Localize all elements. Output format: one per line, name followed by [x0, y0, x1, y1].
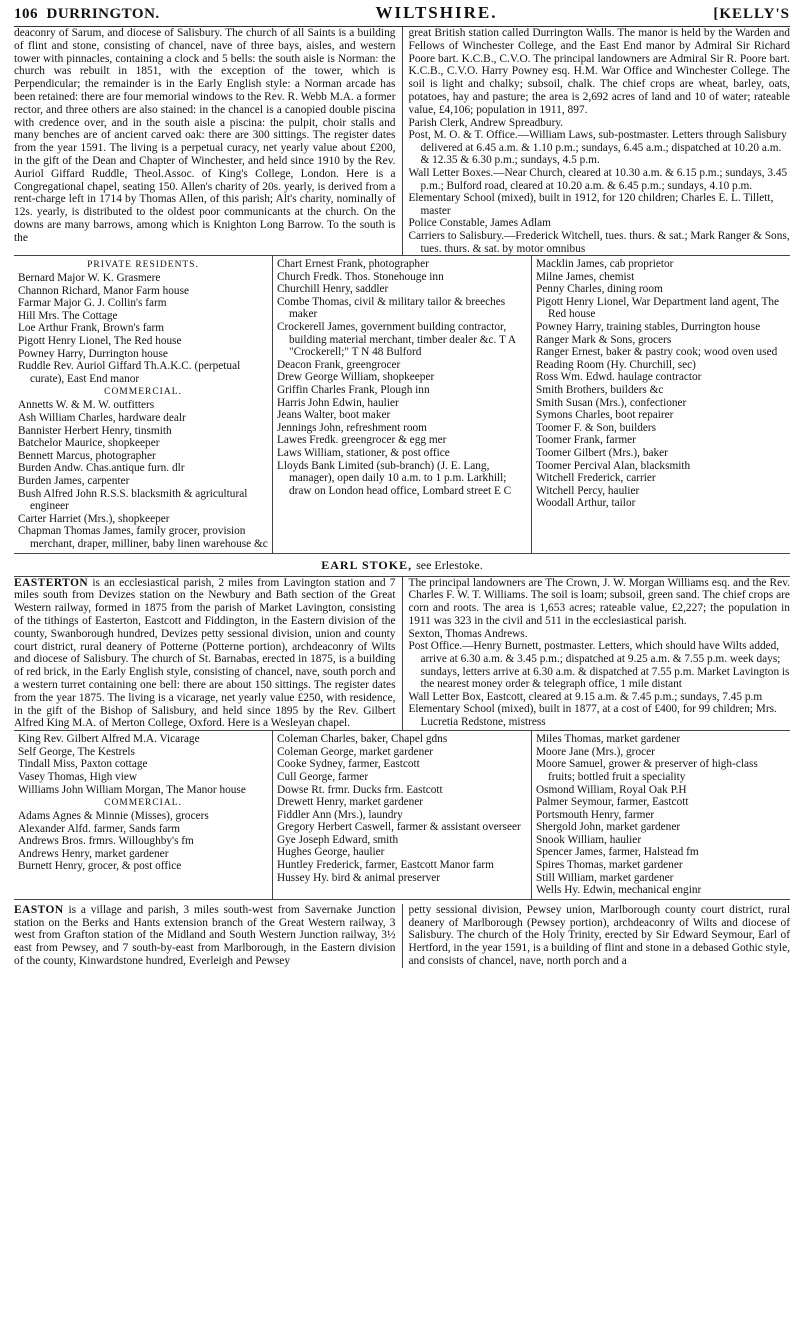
directory-entry: Elementary School (mixed), built in 1877, at a cost of £400, for 99 children; Mrs. Lucretia Redstone, mistress: [408, 703, 777, 728]
publisher-mark: [KELLY'S: [713, 6, 790, 22]
directory-entry: Combe Thomas, civil & military tailor & breeches maker: [277, 295, 506, 321]
directory-entry: Still William, market gardener: [536, 871, 674, 884]
directory-entry: Spires Thomas, market gardener: [536, 859, 683, 872]
directory-entry: Jennings John, refreshment room: [277, 421, 427, 434]
directory-entry: Shergold John, market gardener: [536, 821, 681, 834]
earl-stoke-ref: see Erlestoke.: [416, 557, 483, 572]
directory-entry: Annetts W. & M. W. outfitters: [18, 399, 155, 412]
directory-entry: Andrews Henry, market gardener: [18, 847, 169, 860]
directory-entry: Sexton, Thomas Andrews.: [408, 627, 528, 640]
directory-entry: Moore Samuel, grower & preserver of high-class fruits; bottled fruit a speciality: [536, 758, 758, 783]
directory-entry: Huntley Frederick, farmer, Eastcott Manor farm: [277, 859, 494, 872]
directory-entry: Andrews Bros. frmrs. Willoughby's fm: [18, 835, 194, 848]
directory-entry: Batchelor Maurice, shopkeeper: [18, 437, 160, 450]
directory-entry: Burnett Henry, grocer, & post office: [18, 860, 182, 873]
directory-entry: Williams John William Morgan, The Manor house: [18, 783, 246, 796]
directory-entry: Wall Letter Boxes.—Near Church, cleared at 10.30 a.m. & 6.15 p.m.; sundays, 3.45 p.m.; Bulford road, cleared at 10.20 a.m. & 6.45 p.m.; sundays, 4.10 p.m.: [408, 166, 788, 192]
directory-entry: Deacon Frank, greengrocer: [277, 358, 401, 371]
directory-entry: Osmond William, Royal Oak P.H: [536, 783, 687, 796]
directory-entry: Wall Letter Box, Eastcott, cleared at 9.15 a.m. & 7.45 p.m.; sundays, 7.45 p.m: [408, 690, 763, 703]
durrington-directory: [14, 255, 790, 553]
easterton-private-list: [18, 733, 268, 796]
directory-entry: Cull George, farmer: [277, 770, 369, 783]
page-header: [14, 0, 790, 27]
directory-entry: Alexander Alfd. farmer, Sands farm: [18, 822, 181, 835]
directory-entry: Laws William, stationer, & post office: [277, 447, 450, 460]
easterton-directory: [14, 730, 790, 900]
easton-description: [14, 904, 790, 968]
directory-entry: Channon Richard, Manor Farm house: [18, 284, 189, 297]
directory-entry: Wells Hy. Edwin, mechanical enginr: [536, 884, 702, 897]
directory-entry: Drew George William, shopkeeper: [277, 371, 435, 384]
directory-entry: Lawes Fredk. greengrocer & egg mer: [277, 434, 447, 447]
durrington-description: [14, 27, 790, 255]
directory-entry: Bannister Herbert Henry, tinsmith: [18, 424, 172, 437]
directory-entry: Burden James, carpenter: [18, 475, 130, 488]
easterton-description: [14, 576, 790, 731]
directory-entry: Hussey Hy. bird & animal preserver: [277, 871, 441, 884]
directory-entry: Macklin James, cab proprietor: [536, 258, 674, 271]
directory-entry: Elementary School (mixed), built in 1912, for 120 children; Charles E. L. Tillett, master: [408, 192, 774, 217]
directory-entry: Miles Thomas, market gardener: [536, 733, 681, 746]
directory-entry: Gregory Herbert Caswell, farmer & assistant overseer: [277, 821, 521, 834]
page-number: 106: [14, 6, 38, 22]
directory-entry: Drewett Henry, market gardener: [277, 796, 424, 809]
directory-entry: Pigott Henry Lionel, The Red house: [18, 335, 182, 348]
commercial-heading: COMMERCIAL.: [104, 387, 182, 398]
directory-entry: Lloyds Bank Limited (sub-branch) (J. E. Lang, manager), open daily 10 a.m. to 1 p.m. Larkhill; draw on London head office, Lombard street E C: [277, 459, 512, 497]
easterton-commercial-heading: COMMERCIAL.: [104, 798, 182, 809]
directory-entry: Adams Agnes & Minnie (Misses), grocers: [18, 810, 209, 823]
directory-entry: Vasey Thomas, High view: [18, 770, 138, 783]
directory-entry: Crockerell James, government building contractor, building material merchant, timber dealer &c. T A "Crockerell;" T N 48 Bulford: [277, 321, 516, 359]
directory-entry: King Rev. Gilbert Alfred M.A. Vicarage: [18, 733, 200, 746]
commercial-list: [18, 399, 268, 550]
directory-entry: Gye Joseph Edward, smith: [277, 833, 399, 846]
directory-entry: Police Constable, James Adlam: [408, 217, 551, 230]
directory-entry: Ross Wm. Edwd. haulage contractor: [536, 371, 702, 384]
directory-entry: Bennett Marcus, photographer: [18, 449, 156, 462]
directory-entry: Palmer Seymour, farmer, Eastcott: [536, 796, 689, 809]
directory-entry: Coleman Charles, baker, Chapel gdns: [277, 733, 448, 746]
directory-entry: Milne James, chemist: [536, 270, 635, 283]
easton-right-paragraph: petty sessional division, Pewsey union, Marlborough county court district, rural deanery of Marlborough (Pewsey portion), archdeaconry of Wilts and diocese of Salisbury. The church of the Holy Trinity, erected by Sir Edward Seymour, Earl of Hertford, in the year 1591, is a building of flint and stone in a debased Gothic style, and consists of chancel, nave, north porch and a: [408, 903, 790, 968]
directory-entry: Symons Charles, boot repairer: [536, 409, 674, 422]
directory-entry: Ranger Mark & Sons, grocers: [536, 333, 672, 346]
directory-entry: Churchill Henry, saddler: [277, 283, 389, 296]
easton-left-paragraph: is a village and parish, 3 miles south-west from Savernake Junction station on the Berks and Hants extension branch of the Great Western railway, 3 west from Grafton station of the Midland and South Western Junction railway, 3½ east from Pewsey, and 7 south-by-east from Marlborough, in the Eastern division of the county, Kinwardstone hundred, Everleigh and Pewsey: [14, 903, 396, 968]
earl-stoke-name: EARL STOKE,: [321, 557, 413, 572]
easterton-heading: EASTERTON: [14, 576, 89, 589]
directory-entry: Toomer Frank, farmer: [536, 434, 636, 447]
directory-entry: Cooke Sydney, farmer, Eastcott: [277, 758, 420, 771]
directory-entry: Dowse Rt. frmr. Ducks frm. Eastcott: [277, 783, 443, 796]
directory-entry: Smith Brothers, builders &c: [536, 384, 664, 397]
county-title: WILTSHIRE.: [375, 3, 498, 22]
directory-entry: Toomer Percival Alan, blacksmith: [536, 459, 691, 472]
directory-entry: Moore Jane (Mrs.), grocer: [536, 745, 655, 758]
directory-entry: Hughes George, haulier: [277, 846, 385, 859]
directory-entry: Toomer Gilbert (Mrs.), baker: [536, 447, 668, 460]
directory-entry: Woodall Arthur, tailor: [536, 497, 636, 510]
durrington-left-paragraph: deaconry of Sarum, and diocese of Salisbury. The church of all Saints is a building of flint and stone, consisting of chancel, nave of three bays, aisles, and western tower with pinnacles, containing a clock and 5 bells: the south aisle is Norman: the church was rebuilt in 1851, with the exception of the tower, which is Perpendicular; the remainder is in the Early English style: a Norman arcade has been retained: there are four memorial windows to the Rev. R. Webb M.A. a former rector, and three others are also stained: in the chancel is a canopied double piscina with credence over, and in the south aisle a piscina: the pulpit, choir stalls and many benches are of ancient carved oak: there are 300 sittings. The register dates from the year 1591. The living is a perpetual curacy, net yearly value about £200, in the gift of the Dean and Chapter of Winchester, and held since 1910 by the Rev. Auriol Giffard Ruddle, Theol.Assoc. of King's College, London. Here is a Congregational chapel, seating 150. Allen's charity of 20s. yearly, is derived from a rent-charge left in 1714 by Thomas Allen, of this parish; Alt's charity, nominally of 12s. yearly, is distributed to the oldest poor communicants at the church. On the downs are many barrows, among which is Knighton Long Barrow. To the south is the: [14, 27, 396, 244]
directory-entry: Ash William Charles, hardware dealr: [18, 412, 186, 425]
directory-entry: Smith Susan (Mrs.), confectioner: [536, 396, 687, 409]
directory-entry: Hill Mrs. The Cottage: [18, 309, 118, 322]
easterton-right-paragraph: The principal landowners are The Crown, J. W. Morgan Williams esq. and the Rev. Charles F. W. T. Williams. The soil is loam; subsoil, green sand. The chief crops are corn and roots. The area is 1,653 acres; rateable value, £2,227; the population in 1911 was 323 in the civil and 511 in the ecclesiastical parish.: [408, 576, 790, 627]
directory-entry: Spencer James, farmer, Halstead fm: [536, 846, 699, 859]
private-residents-list: [18, 272, 268, 385]
directory-entry: Fiddler Ann (Mrs.), laundry: [277, 808, 403, 821]
directory-column-3: [532, 256, 790, 552]
directory-entry: Bernard Major W. K. Grasmere: [18, 272, 161, 285]
directory-entry: Burden Andw. Chas.antique furn. dlr: [18, 462, 185, 475]
directory-entry: Snook William, haulier: [536, 833, 642, 846]
directory-entry: Church Fredk. Thos. Stonehouge inn: [277, 270, 444, 283]
directory-entry: Portsmouth Henry, farmer: [536, 808, 655, 821]
easterton-directory-column-3: [532, 731, 790, 899]
directory-entry: Witchell Frederick, carrier: [536, 472, 656, 485]
directory-entry: Griffin Charles Frank, Plough inn: [277, 384, 430, 397]
directory-entry: Jeans Walter, boot maker: [277, 409, 391, 422]
directory-entry: Chapman Thomas James, family grocer, provision merchant, draper, milliner, baby linen warehouse &c: [18, 525, 268, 550]
directory-entry: Loe Arthur Frank, Brown's farm: [18, 322, 165, 335]
directory-entry: Farmar Major G. J. Collin's farm: [18, 297, 167, 310]
earl-stoke-crossref: [14, 554, 790, 576]
directory-entry: Ranger Ernest, baker & pastry cook; wood oven used: [536, 346, 778, 359]
directory-entry: Toomer F. & Son, builders: [536, 421, 657, 434]
directory-entry: Carter Harriet (Mrs.), shopkeeper: [18, 512, 170, 525]
directory-entry: Penny Charles, dining room: [536, 283, 663, 296]
durrington-right-paragraph: great British station called Durrington Walls. The manor is held by the Warden and Fellows of Winchester College, and the East End manor by Admiral Sir Richard Poore bart. K.C.B., C.V.O. The principal landowners are Admiral Sir R. Poore bart. K.C.B., C.V.O. Harry Powney esq. H.M. War Office and Winchester College. The soil is light and chalky; subsoil, chalk. The chief crops are wheat, barley, oats, potatoes, hay and pasture; the area is 2,692 acres of land and 10 of water; rateable value, £4,106; population in 1911, 897.: [408, 27, 790, 116]
directory-entry: Powney Harry, Durrington house: [18, 347, 168, 360]
directory-entry: Bush Alfred John R.S.S. blacksmith & agricultural engineer: [18, 487, 248, 513]
directory-entry: Self George, The Kestrels: [18, 745, 135, 758]
directory-entry: Pigott Henry Lionel, War Department land agent, The Red house: [536, 295, 780, 321]
easterton-commercial-list: [18, 810, 268, 873]
directory-entry: Coleman George, market gardener: [277, 745, 433, 758]
easton-heading: EASTON: [14, 903, 64, 916]
directory-entry: Parish Clerk, Andrew Spreadbury.: [408, 116, 564, 129]
easterton-official-entries: [409, 628, 791, 729]
durrington-official-entries: [409, 117, 791, 256]
directory-entry: Carriers to Salisbury.—Frederick Witchell, tues. thurs. & sat.; Mark Ranger & Sons, tues. thurs. & sat. by motor omnibus: [408, 229, 790, 255]
directory-entry: Tindall Miss, Paxton cottage: [18, 758, 148, 771]
directory-entry: Post, M. O. & T. Office.—William Laws, sub-postmaster. Letters through Salisbury delivered at 6.45 a.m. & 1.10 p.m.; sundays, 6.45 a.m.; dispatched at 10.20 a.m. & 12.35 & 6.30 p.m.; sundays, 4.5 p.m.: [408, 129, 787, 167]
directory-entry: Reading Room (Hy. Churchill, sec): [536, 358, 696, 371]
directory-entry: Chart Ernest Frank, photographer: [277, 258, 429, 271]
private-residents-heading: PRIVATE RESIDENTS.: [87, 260, 199, 271]
directory-entry: Harris John Edwin, haulier: [277, 396, 399, 409]
directory-entry: Witchell Percy, haulier: [536, 484, 640, 497]
running-locality: DURRINGTON.: [46, 6, 160, 22]
directory-entry: Post Office.—Henry Burnett, postmaster. Letters, which should have Wilts added, arrive at 6.30 a.m. & 3.45 p.m.; dispatched at 9.25 a.m. & 7.55 p.m. week days; sundays, letters arrive at 6.30 a.m. & dispatched at 7.55 p.m. Market Lavington is the nearest money order & telegraph office, 1 mile distant: [408, 640, 790, 691]
easterton-left-paragraph: is an ecclesiastical parish, 2 miles from Lavington station and 7 miles south from Devizes station on the Newbury and Bath section of the Great Western railway, formed in 1875 from the parish of Market Lavington, consisting of the tithings of Easterton, Eastcott and Fiddington, in the Eastern division of the county, Swanborough hundred, Devizes petty sessional division, union and county court district, rural deanery of Potterne (Potterne portion), archdeaconry of Wilts and diocese of Salisbury. The church of St. Barnabas, erected in 1875, is a building of red brick, in the Early English style, consisting of chancel, nave, south porch and a western turret containing one bell: there are about 150 sittings. The register dates from the year 1875. The living is a vicarage, net yearly value £250, with residence, in the gift of the Bishop of Salisbury, and held since 1895 by the Rev. Gilbert Alfred King M.A. of Merton College, Oxford. Here is a Wesleyan chapel.: [14, 576, 396, 730]
directory-column-2: [273, 256, 532, 552]
directory-entry: Powney Harry, training stables, Durrington house: [536, 321, 761, 334]
easterton-directory-column-2: [273, 731, 532, 899]
directory-entry: Ruddle Rev. Auriol Giffard Th.A.K.C. (perpetual curate), East End manor: [18, 360, 241, 385]
